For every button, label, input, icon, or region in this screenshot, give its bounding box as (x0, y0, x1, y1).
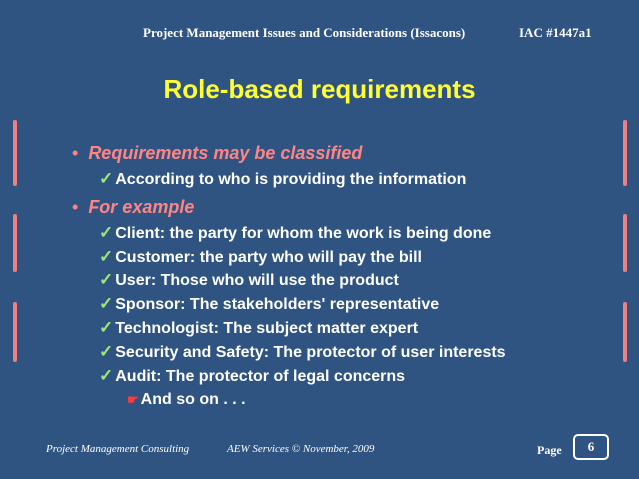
sub-text: Audit: The protector of legal concerns (115, 368, 406, 385)
sub-item (99, 318, 418, 338)
checkmark-icon: ✓ (99, 169, 114, 188)
subsub-item (127, 391, 246, 409)
checkmark-icon: ✓ (99, 270, 114, 289)
checkmark-icon: ✓ (99, 366, 114, 385)
sub-item (99, 366, 405, 386)
side-bar (13, 302, 17, 362)
checkmark-icon: ✓ (99, 318, 114, 337)
page-number: 6 (573, 434, 609, 460)
side-bar (623, 120, 627, 186)
bullet-text: For example (88, 197, 195, 217)
sub-item (99, 342, 506, 362)
side-bar (13, 120, 17, 186)
header-title: Project Management Issues and Considerations (Issacons) (143, 25, 466, 40)
bullet-dot-icon: • (72, 197, 79, 217)
footer-middle: AEW Services © November, 2009 (227, 443, 375, 455)
page-label: Page (537, 443, 562, 457)
pointing-hand-icon: ☛ (127, 392, 139, 407)
bullet-item (72, 197, 194, 218)
sub-text: Security and Safety: The protector of user interests (115, 344, 506, 361)
sub-text: Customer: the party who will pay the bill (115, 249, 422, 266)
subsub-text: And so on . . . (140, 391, 246, 408)
sub-text: User: Those who will use the product (115, 272, 399, 289)
sub-text: Sponsor: The stakeholders' representative (115, 296, 440, 313)
sub-text: According to who is providing the information (115, 171, 467, 188)
side-bar (623, 302, 627, 362)
checkmark-icon: ✓ (99, 223, 114, 242)
checkmark-icon: ✓ (99, 247, 114, 266)
side-bar (13, 214, 17, 272)
checkmark-icon: ✓ (99, 294, 114, 313)
sub-item (99, 223, 491, 243)
slide-title: Role-based requirements (163, 74, 476, 104)
sub-item (99, 294, 439, 314)
bullet-text: Requirements may be classified (88, 143, 363, 163)
sub-item (99, 247, 422, 267)
footer-left: Project Management Consulting (46, 443, 190, 455)
bullet-item (72, 143, 362, 164)
bullet-dot-icon: • (72, 143, 79, 163)
header-id: IAC #1447a1 (519, 25, 592, 40)
side-bar (623, 214, 627, 272)
sub-text: Technologist: The subject matter expert (115, 320, 419, 337)
checkmark-icon: ✓ (99, 342, 114, 361)
sub-item (99, 270, 399, 290)
sub-text: Client: the party for whom the work is being done (115, 225, 492, 242)
sub-item (99, 169, 466, 189)
